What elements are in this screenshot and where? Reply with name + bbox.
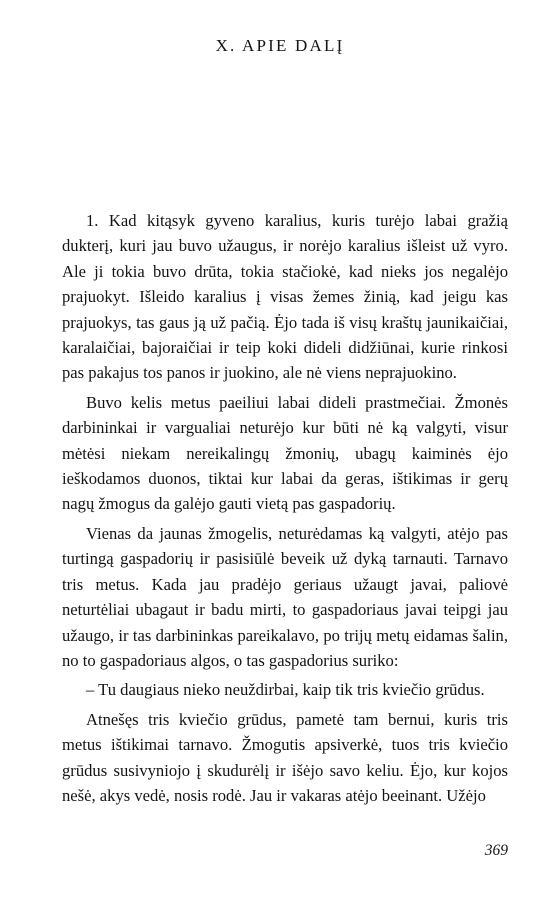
page-number: 369 <box>484 842 508 859</box>
dialogue-line: – Tu daugiaus nieko neuždirbai, kaip tik tris kviečio grūdus. <box>86 680 485 700</box>
chapter-title: X. APIE DALĮ <box>215 36 345 55</box>
paragraph: 1. Kad kitąsyk gyveno karalius, kuris turėjo labai gražią dukterį, kuri jau buvo užaugus, ir norėjo karalius išleist už vyro. Ale ji tokia buvo drūta, tokia stačiokė, kad nieks jos negalėjo prajuokyt. Išleido karalius į visas žemes žinią, kad jeigu kas prajuokys, tas gaus ją už pačią. Ėjo tada iš visų kraštų jaunikaičiai, karalaičiai, bajoraičiai ir teip koki dideli didžiūnai, kurie rinkosi pas pakajus tos panos ir juokino, ale nė viens neprajuokino. <box>62 211 508 383</box>
chapter-body <box>62 208 508 812</box>
paragraph: Atnešęs tris kviečio grūdus, pametė tam bernui, kuris tris metus ištikimai tarnavo. Žmogutis apsiverkė, tuos tris kviečio grūdus susivyniojo į skudurėlį ir išėjo savo keliu. Ėjo, kur kojos nešė, akys vedė, nosis rodė. Jau ir vakaras atėjo beeinant. Užėjo <box>62 709 508 805</box>
paragraph: Buvo kelis metus paeiliui labai dideli prastmečiai. Žmonės darbininkai ir vargualiai neturėjo kur būti nė ką valgyti, visur mėtėsi niekam nereikalingų žmonių, ubagų kaiminės ėjo ieškodamos duonos, tiktai kur labai da geras, ištikimas ir gerų nagų žmogus da galėjo gauti vietą pas gaspadorių. <box>62 392 508 514</box>
paragraph: Vienas da jaunas žmogelis, neturėdamas ką valgyti, atėjo pas turtingą gaspadorių ir pasisiūlė beveik už dyką tarnauti. Tarnavo tris metus. Kada jau pradėjo geriaus užaugt javai, paliovė neturtėliai ubagaut ir badu mirti, to gaspadoriaus javai teipgi jau užaugo, ir tas darbininkas pareikalavo, po trijų metų eidamas šalin, no to gaspadoriaus algos, o tas gaspadorius suriko: <box>62 523 508 670</box>
